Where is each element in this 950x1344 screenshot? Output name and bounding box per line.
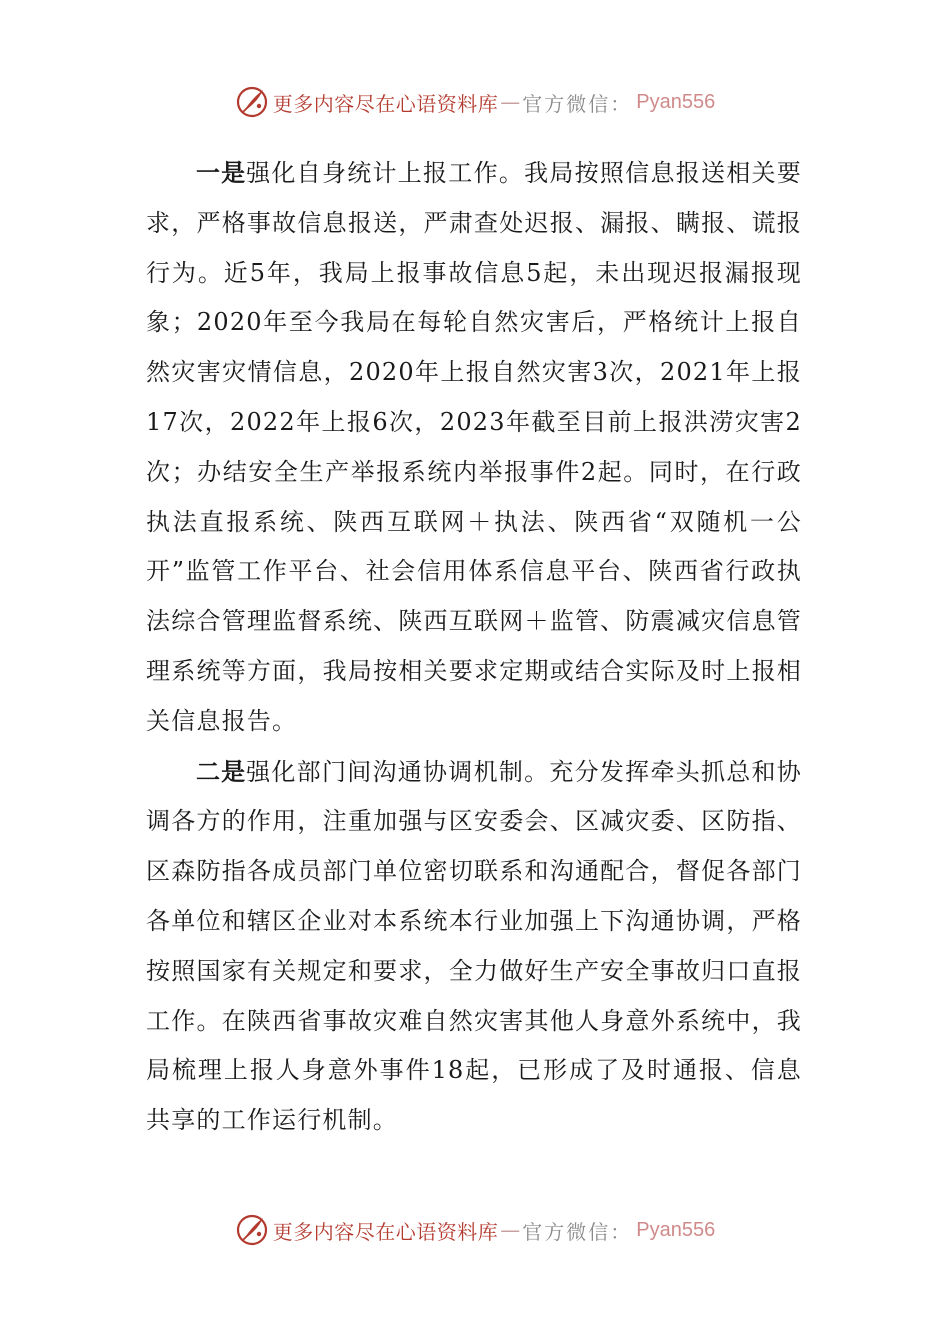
paragraph-2-lead: 二是 [196,756,247,786]
watermark-wechat-label: 官方微信： [522,1219,633,1244]
watermark-footer [0,1210,950,1250]
watermark-wechat-label: 官方微信： [522,91,633,116]
paragraph-1-lead: 一是 [196,158,247,187]
quill-pen-logo-icon [235,85,269,119]
quill-pen-logo-icon [235,1213,269,1247]
watermark-brand: 更多内容尽在心语资料库 [272,91,499,116]
paragraph-1 [146,148,802,747]
watermark-separator: — [500,90,521,114]
paragraph-2 [146,747,802,1146]
paragraph-1-text: 强化自身统计上报工作。我局按照信息报送相关要求，严格事故信息报送，严肃查处迟报、漏报、瞒报、谎报行为。近5年，我局上报事故信息5起，未出现迟报漏报现象；2020年至今我局在每轮自然灾害后，严格统计上报自然灾害灾情信息，2020年上报自然灾害3次，2021年上报17次，2022年上报6次，2023年截至目前上报洪涝灾害2次；办结安全生产举报系统内举报事件2起。同时，在行政执法直报系统、陕西互联网＋执法、陕西省“双随机一公开”监管工作平台、社会信用体系信息平台、陕西省行政执法综合管理监督系统、陕西互联网＋监管、防震减灾信息管理系统等方面，我局按相关要求定期或结合实际及时上报相关信息报告。 [146,159,802,735]
watermark-wechat-id: Pyan556 [636,90,716,113]
document-body [146,148,802,1146]
watermark-brand: 更多内容尽在心语资料库 [272,1219,499,1244]
watermark-wechat-id: Pyan556 [636,1218,716,1241]
paragraph-2-text: 强化部门间沟通协调机制。充分发挥牵头抓总和协调各方的作用，注重加强与区安委会、区减灾委、区防指、区森防指各成员部门单位密切联系和沟通配合，督促各部门各单位和辖区企业对本系统本行业加强上下沟通协调，严格按照国家有关规定和要求，全力做好生产安全事故归口直报工作。在陕西省事故灾难自然灾害其他人身意外系统中，我局梳理上报人身意外事件18起，已形成了及时通报、信息共享的工作运行机制。 [146,757,802,1135]
watermark-separator: — [500,1218,521,1242]
watermark-header [0,82,950,122]
